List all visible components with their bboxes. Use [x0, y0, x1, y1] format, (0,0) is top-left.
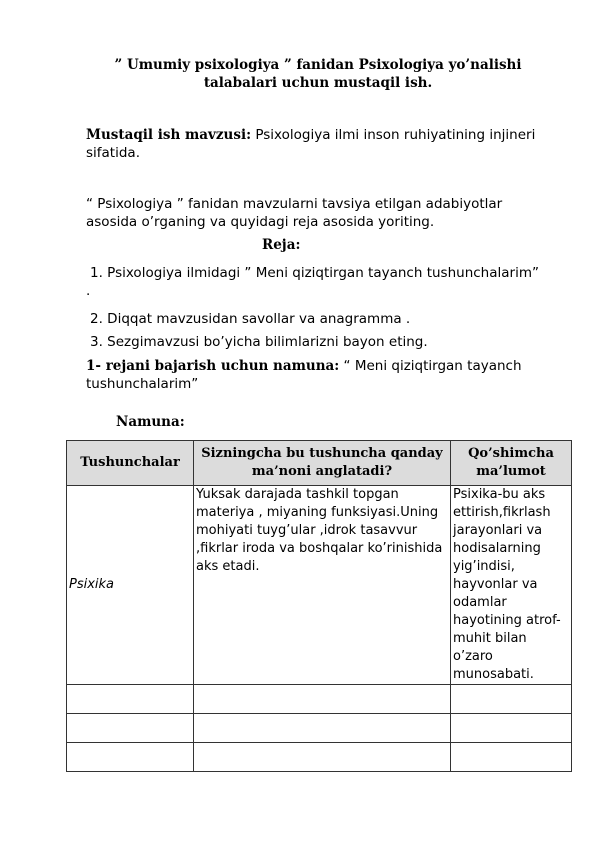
plan-item-2: 2. Diqqat mavzusidan savollar va anagramma .: [90, 311, 411, 327]
table-row-empty: [67, 714, 572, 743]
header-extra-info: Qo’shimcha ma’lumot: [451, 441, 572, 486]
empty-cell: [451, 714, 572, 743]
sample-task-text: “ Meni qiziqtirgan tayanch tushunchalarim”: [86, 358, 522, 392]
empty-cell: [67, 743, 194, 772]
document-title: [60, 56, 576, 92]
empty-cell: [194, 714, 451, 743]
cell-meaning: Yuksak darajada tashkil topgan materiya , miyaning funksiyasi.Uning mohiyati tuyg’ular ,idrok tasavvur ,fikrlar iroda va boshqalar ko’rinishida aks etadi.: [194, 486, 451, 685]
topic-text: Psixologiya ilmi inson ruhiyatining injineri sifatida.: [86, 127, 536, 161]
cell-term: Psixika: [67, 486, 194, 685]
concepts-table: [66, 440, 572, 772]
header-meaning: Sizningcha bu tushuncha qanday ma’noni anglatadi?: [194, 441, 451, 486]
table-row-empty: [67, 685, 572, 714]
empty-cell: [67, 714, 194, 743]
cell-extra: Psixika-bu aks ettirish,fikrlash jarayonlari va hodisalarning yig’indisi, hayvonlar va odamlar hayotining atrof-muhit bilan o’zaro munosabati.: [451, 486, 572, 685]
empty-cell: [67, 685, 194, 714]
table-row-empty: [67, 743, 572, 772]
plan-heading: Reja:: [262, 237, 301, 253]
table-row: [67, 486, 572, 685]
plan-item-1: 1. Psixologiya ilmidagi ” Meni qiziqtirgan tayanch tushunchalarim” .: [86, 265, 539, 299]
plan-item-3: 3. Sezgimavzusi bo’yicha bilimlarizni bayon eting.: [90, 334, 428, 350]
empty-cell: [451, 685, 572, 714]
topic-label: Mustaqil ish mavzusi:: [86, 127, 252, 143]
topic-paragraph: [86, 126, 546, 162]
instruction-paragraph: “ Psixologiya ” fanidan mavzularni tavsiya etilgan adabiyotlar asosida o’rganing va quyidagi reja asosida yoriting.: [86, 196, 503, 230]
empty-cell: [194, 743, 451, 772]
sample-task-paragraph: [86, 357, 546, 393]
table-header-row: [67, 441, 572, 486]
sample-heading: Namuna:: [116, 414, 185, 430]
empty-cell: [194, 685, 451, 714]
title-line-1: ” Umumiy psixologiya ” fanidan Psixologiya yo’nalishi: [114, 57, 522, 73]
header-concepts: Tushunchalar: [67, 441, 194, 486]
title-line-2: talabalari uchun mustaqil ish.: [203, 75, 433, 91]
sample-task-label: 1- rejani bajarish uchun namuna:: [86, 358, 340, 374]
empty-cell: [451, 743, 572, 772]
